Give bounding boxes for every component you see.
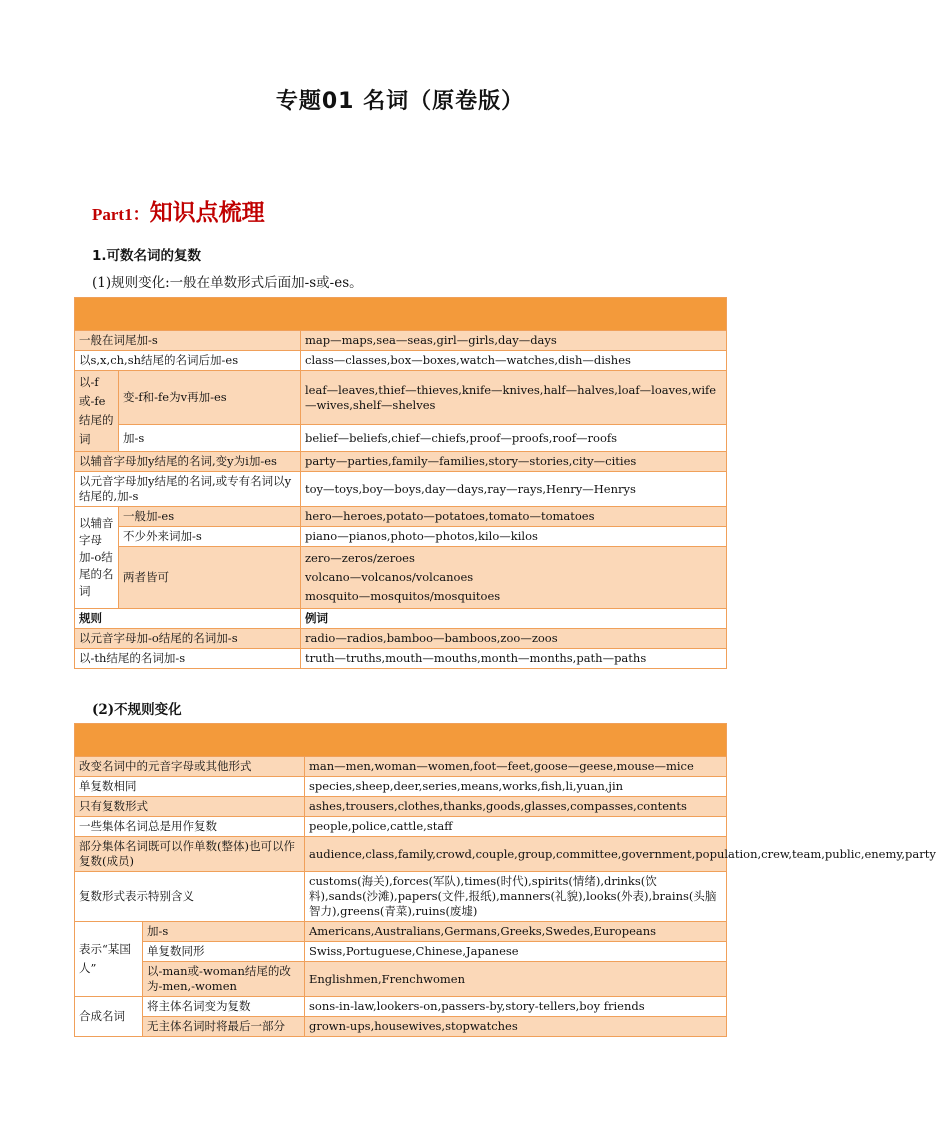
table-row — [75, 371, 727, 425]
table-row — [75, 649, 727, 669]
example-line: mosquito—mosquitos/mosquitoes — [305, 589, 501, 603]
table-row — [75, 817, 727, 837]
section-heading — [92, 194, 265, 227]
example-cell: Englishmen,Frenchwomen — [305, 962, 727, 997]
table-row — [75, 757, 727, 777]
table-header-band — [75, 724, 727, 757]
example-cell: grown-ups,housewives,stopwatches — [305, 1017, 727, 1037]
example-cell: map—maps,sea—seas,girl—girls,day—days — [301, 331, 727, 351]
rule-cell: 以-man或-woman结尾的改为-men,-women — [143, 962, 305, 997]
table-row — [75, 425, 727, 452]
example-cell: man—men,woman—women,foot—feet,goose—geese,mouse—mice — [305, 757, 727, 777]
rule-cell: 以s,x,ch,sh结尾的名词后加-es — [75, 351, 301, 371]
example-cell-multi — [301, 547, 727, 609]
example-cell: ashes,trousers,clothes,thanks,goods,glasses,compasses,contents — [305, 797, 727, 817]
page-title: 专题01 名词（原卷版） — [275, 89, 525, 114]
table-row — [75, 777, 727, 797]
rule-cell: 不少外来词加-s — [119, 527, 301, 547]
table-row — [75, 797, 727, 817]
table-row — [75, 472, 727, 507]
rule-cell: 无主体名词时将最后一部分 — [143, 1017, 305, 1037]
table-row — [75, 527, 727, 547]
rule-cell: 一些集体名词总是用作复数 — [75, 817, 305, 837]
rule-cell: 一般加-es — [119, 507, 301, 527]
example-cell: people,police,cattle,staff — [305, 817, 727, 837]
header-example: 例词 — [301, 609, 727, 629]
rule-cell: 单复数同形 — [143, 942, 305, 962]
header-rule: 规则 — [75, 609, 301, 629]
example-cell: truth—truths,mouth—mouths,month—months,path—paths — [301, 649, 727, 669]
rule-cell: 单复数相同 — [75, 777, 305, 797]
example-cell: sons-in-law,lookers-on,passers-by,story-tellers,boy friends — [305, 997, 727, 1017]
table-row — [75, 922, 727, 942]
rule-cell: 变-f和-fe为v再加-es — [119, 371, 301, 425]
rule-cell: 只有复数形式 — [75, 797, 305, 817]
example-cell: Americans,Australians,Germans,Greeks,Swedes,Europeans — [305, 922, 727, 942]
example-cell: leaf—leaves,thief—thieves,knife—knives,half—halves,loaf—loaves,wife—wives,shelf—shelves — [301, 371, 727, 425]
table-row — [75, 331, 727, 351]
example-cell: species,sheep,deer,series,means,works,fish,li,yuan,jin — [305, 777, 727, 797]
rule-cell: 以元音字母加-o结尾的名词加-s — [75, 629, 301, 649]
table-header-band — [75, 298, 727, 331]
group-cell-nationality: 表示“某国人” — [75, 922, 143, 997]
rule-cell: 两者皆可 — [119, 547, 301, 609]
subheading-countable-plural: 1.可数名词的复数 — [92, 248, 202, 264]
subheading-irregular-change: (2)不规则变化 — [92, 702, 182, 718]
subheading-regular-change: (1)规则变化:一般在单数形式后面加-s或-es。 — [92, 275, 363, 291]
rule-cell: 一般在词尾加-s — [75, 331, 301, 351]
table-row — [75, 507, 727, 527]
example-cell: customs(海关),forces(军队),times(时代),spirits(情绪),drinks(饮料),sands(沙滩),papers(文件,报纸),manners(礼貌),looks(外表),brains(头脑智力),greens(青菜),ruins(废墟) — [305, 872, 727, 922]
rule-cell: 加-s — [119, 425, 301, 452]
rule-cell: 加-s — [143, 922, 305, 942]
regular-plural-table — [74, 297, 727, 669]
section-prefix: Part1： — [92, 205, 150, 224]
example-line: volcano—volcanos/volcanoes — [305, 570, 474, 584]
table-row — [75, 629, 727, 649]
table-row — [75, 837, 727, 872]
table-row — [75, 452, 727, 472]
table-header-row — [75, 609, 727, 629]
table-row — [75, 547, 727, 609]
rule-cell: 将主体名词变为复数 — [143, 997, 305, 1017]
group-cell-compound: 合成名词 — [75, 997, 143, 1037]
example-line: zero—zeros/zeroes — [305, 551, 415, 565]
example-cell: radio—radios,bamboo—bamboos,zoo—zoos — [301, 629, 727, 649]
table-row — [75, 872, 727, 922]
example-cell: audience,class,family,crowd,couple,group,committee,government,population,crew,team,public,enemy,party — [305, 837, 727, 872]
rule-cell: 以辅音字母加y结尾的名词,变y为i加-es — [75, 452, 301, 472]
rule-cell: 以-th结尾的名词加-s — [75, 649, 301, 669]
rule-cell: 部分集体名词既可以作单数(整体)也可以作复数(成员) — [75, 837, 305, 872]
irregular-plural-table — [74, 723, 936, 1037]
example-cell: belief—beliefs,chief—chiefs,proof—proofs,roof—roofs — [301, 425, 727, 452]
example-cell: piano—pianos,photo—photos,kilo—kilos — [301, 527, 727, 547]
group-cell-f-fe: 以-f或-fe结尾的词 — [75, 371, 119, 452]
example-cell: Swiss,Portuguese,Chinese,Japanese — [305, 942, 727, 962]
example-cell: class—classes,box—boxes,watch—watches,dish—dishes — [301, 351, 727, 371]
table-row — [75, 351, 727, 371]
table-row — [75, 942, 727, 962]
rule-cell: 复数形式表示特别含义 — [75, 872, 305, 922]
example-cell: toy—toys,boy—boys,day—days,ray—rays,Henry—Henrys — [301, 472, 727, 507]
group-cell-o: 以辅音字母加-o结尾的名词 — [75, 507, 119, 609]
table-row — [75, 1017, 727, 1037]
table-row — [75, 997, 727, 1017]
example-cell: party—parties,family—families,story—stories,city—cities — [301, 452, 727, 472]
table-row — [75, 962, 727, 997]
rule-cell: 以元音字母加y结尾的名词,或专有名词以y结尾的,加-s — [75, 472, 301, 507]
rule-cell: 改变名词中的元音字母或其他形式 — [75, 757, 305, 777]
section-label: 知识点梳理 — [149, 200, 265, 226]
example-cell: hero—heroes,potato—potatoes,tomato—tomatoes — [301, 507, 727, 527]
